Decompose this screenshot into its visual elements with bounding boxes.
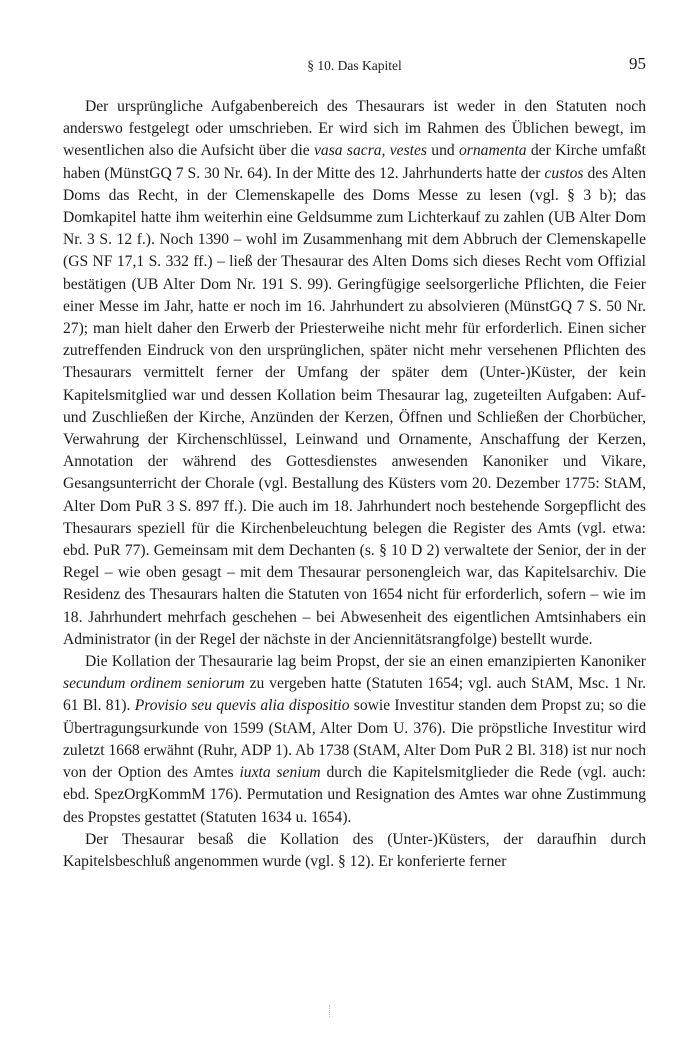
print-mark: [329, 1005, 331, 1017]
latin-term: ornamenta: [459, 142, 527, 160]
text-segment: durch die Kapitelsmitglieder die Rede (vgl. auch: ebd. SpezOrgKommM 176). Permutation und Resignation des Amtes war ohne Zustimmung des Propstes gestattet (Statuten 1634 u. 1654).: [63, 764, 647, 826]
running-title: § 10. Das Kapitel: [307, 58, 402, 73]
page-number: 95: [629, 54, 646, 73]
latin-term: Provisio seu quevis alia dispositio: [134, 697, 350, 715]
paragraph-2: [63, 651, 646, 829]
latin-term: iuxta senium: [239, 764, 321, 782]
paragraph-1: [63, 96, 646, 651]
latin-term: secundum ordinem seniorum: [63, 675, 245, 693]
body-text: [63, 96, 646, 873]
paragraph-3: [63, 829, 646, 873]
text-segment: Der ursprüngliche Aufgabenbereich des Thesaurars ist weder in den Statuten noch anderswo festgelegt oder umschrieben. Er wird sich im Rahmen des Üblichen bewegt, im wesentlichen also die Aufsicht über die: [63, 98, 646, 160]
latin-term: custos: [544, 164, 584, 182]
text-segment: der Kirche umfaßt haben (MünstGQ 7 S. 30 Nr. 64). In der Mitte des 12. Jahrhunderts hatte der: [63, 142, 646, 182]
text-segment: des Alten Doms das Recht, in der Clemenskapelle des Doms Messe zu lesen (vgl. § 3 b); das Domkapitel hatte ihm weiterhin eine Geldsumme zum Lichterkauf zu zahlen (UB Alter Dom Nr. 3 S. 12 f.). Noch 1390 – wohl im Zusammenhang mit dem Abbruch der Clemenskapelle (GS NF 17,1 S. 332 ff.) – ließ der Thesaurar des Alten Doms sich dieses Recht vom Offizial bestätigen (UB Alter Dom Nr. 191 S. 99). Geringfügige seelsorgerliche Pflichten, die Feier einer Messe im Jahr, hatte er noch im 16. Jahrhundert zu absolvieren (MünstGQ 7 S. 50 Nr. 27); man hielt daher den Erwerb der Priesterweihe nicht mehr für erforderlich. Einen sicher zutreffenden Eindruck von den ursprünglichen, später nicht mehr versehenen Pflichten des Thesaurars vermittelt ferner der Umfang der später dem (Unter-)Küster, der kein Kapitelsmitglied war und dessen Kollation beim Thesaurar lag, zugeteilten Aufgaben: Auf- und Zuschließen der Kirche, Anzünden der Kerzen, Öffnen und Schließen der Chorbücher, Verwahrung der Kirchenschlüssel, Leinwand und Ornamente, Anschaffung der Kerzen, Annotation der während des Gottesdienstes anwesenden Kanoniker und Vikare, Gesangsunterricht der Chorale (vgl. Bestallung des Küsters vom 20. Dezember 1775: StAM, Alter Dom PuR 3 S. 897 ff.). Die auch im 18. Jahrhundert noch bestehende Sorgepflicht des Thesaurars speziell für die Kirchenbeleuchtung belegen die Register des Amts (vgl. etwa: ebd. PuR 77). Gemeinsam mit dem Dechanten (s. § 10 D 2) verwaltete der Senior, der in der Regel – wie oben gesagt – mit dem Thesaurar personengleich war, das Kapitelsarchiv. Die Residenz des Thesaurars halten die Statuten von 1654 nicht für erforderlich, sofern – wie im 18. Jahrhundert mehrfach geschehen – bei Abwesenheit des eigentlichen Amtsinhabers ein Administrator (in der Regel der nächste in der Anciennitätsrangfolge) bestellt wurde.: [63, 164, 646, 648]
text-segment: zu vergeben hatte (Statuten 1654; vgl. auch StAM, Msc. 1 Nr. 61 Bl. 81).: [63, 675, 646, 715]
text-segment: und: [427, 142, 459, 160]
text-segment: Der Thesaurar besaß die Kollation des (Unter-)Küsters, der daraufhin durch Kapitelsbeschluß angenommen wurde (vgl. § 12). Er konferierte ferner: [63, 830, 646, 870]
text-segment: sowie Investitur standen dem Propst zu; so die Übertragungsurkunde von 1599 (StAM, Alter Dom U. 376). Die pröpstliche Investitur wird zuletzt 1668 erwähnt (Ruhr, ADP 1). Ab 1738 (StAM, Alter Dom PuR 2 Bl. 318) ist nur noch von der Option des Amtes: [63, 697, 647, 782]
latin-term: vasa sacra, vestes: [314, 142, 427, 160]
text-segment: Die Kollation der Thesaurarie lag beim Propst, der sie an einen emanzipierten Kanoniker: [85, 653, 646, 671]
running-head: [63, 54, 646, 78]
